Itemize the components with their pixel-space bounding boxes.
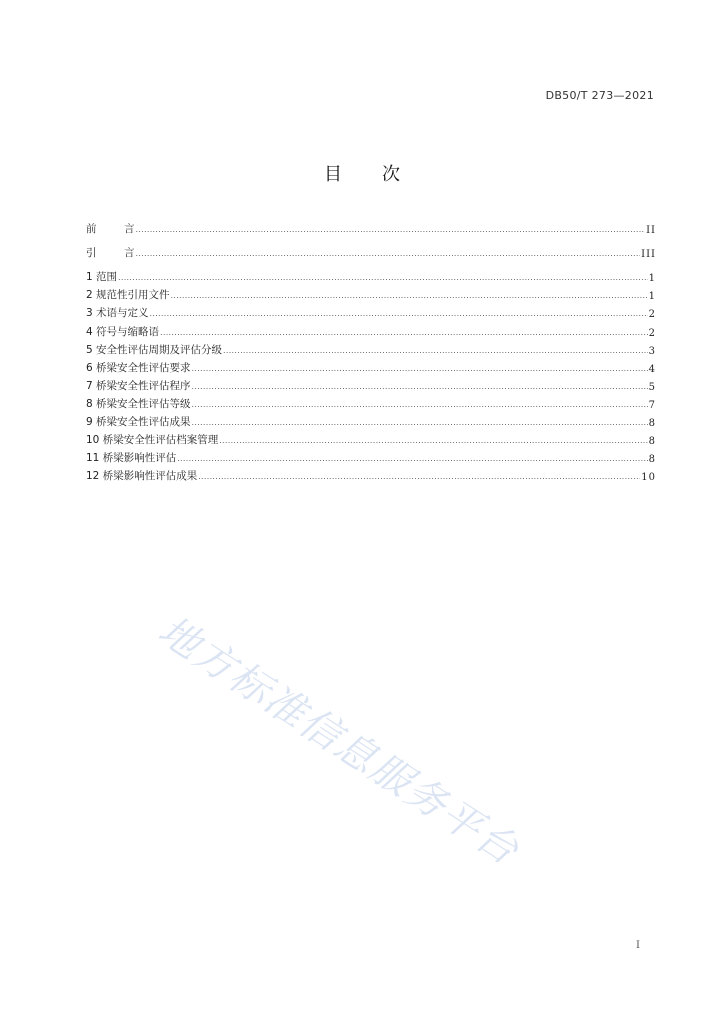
toc-page-number: 8 (648, 418, 656, 430)
watermark: 地方标准信息服务平台 (150, 607, 528, 875)
title-char-1: 目 (324, 164, 342, 185)
toc-label-char: 前 (86, 223, 97, 236)
toc-entry[interactable] (86, 266, 656, 284)
toc-entry[interactable] (86, 320, 656, 338)
toc-label-char: 言 (124, 247, 135, 260)
toc-entry-introduction[interactable] (86, 242, 656, 260)
toc-entry[interactable] (86, 375, 656, 393)
toc-label-char: 引 (86, 247, 97, 260)
toc-label: 11 桥梁影响性评估 (86, 452, 177, 465)
document-code: DB50/T 273—2021 (545, 89, 654, 102)
toc-entry[interactable] (86, 393, 656, 411)
table-of-contents (86, 218, 656, 483)
toc-label: 1 范围 (86, 271, 118, 284)
page-title (0, 160, 724, 186)
toc-entry-foreword[interactable] (86, 218, 656, 236)
toc-label: 6 桥梁安全性评估要求 (86, 361, 191, 374)
toc-page-number: 5 (648, 381, 656, 393)
toc-page-number: 7 (648, 399, 656, 411)
toc-entry[interactable] (86, 411, 656, 429)
toc-leader-dots (192, 382, 648, 391)
toc-leader-dots (192, 364, 648, 373)
toc-leader-dots (223, 346, 648, 355)
toc-page-number: II (646, 225, 656, 237)
toc-entry[interactable] (86, 357, 656, 375)
toc-leader-dots (118, 273, 648, 282)
toc-leader-dots (192, 400, 648, 409)
title-char-2: 次 (382, 164, 400, 185)
toc-label: 8 桥梁安全性评估等级 (86, 397, 191, 410)
toc-leader-dots (177, 454, 647, 463)
toc-leader-dots (219, 436, 647, 445)
toc-entry[interactable] (86, 302, 656, 320)
toc-leader-dots (171, 291, 648, 300)
toc-label: 9 桥梁安全性评估成果 (86, 416, 191, 429)
toc-label: 12 桥梁影响性评估成果 (86, 470, 198, 483)
toc-leader-dots (160, 328, 648, 337)
toc-leader-dots (136, 249, 641, 258)
toc-entry[interactable] (86, 339, 656, 357)
toc-page-number: 8 (648, 454, 656, 466)
toc-entry[interactable] (86, 429, 656, 447)
toc-leader-dots (136, 225, 646, 234)
toc-label: 4 符号与缩略语 (86, 325, 160, 338)
toc-leader-dots (192, 418, 648, 427)
toc-page-number: 4 (648, 363, 656, 375)
toc-label: 2 规范性引用文件 (86, 289, 170, 302)
toc-label: 3 术语与定义 (86, 307, 149, 320)
toc-page-number: 3 (648, 345, 656, 357)
toc-label: 10 桥梁安全性评估档案管理 (86, 434, 219, 447)
toc-leader-dots (150, 309, 648, 318)
toc-label: 5 安全性评估周期及评估分级 (86, 343, 223, 356)
toc-page-number: 2 (648, 327, 656, 339)
toc-page-number: 2 (648, 309, 656, 321)
toc-label: 7 桥梁安全性评估程序 (86, 379, 191, 392)
page-number: I (636, 940, 640, 951)
toc-page-number: 1 (648, 291, 656, 303)
toc-page-number: 8 (648, 436, 656, 448)
toc-page-number: 10 (641, 472, 656, 484)
toc-entry[interactable] (86, 284, 656, 302)
toc-entry[interactable] (86, 447, 656, 465)
toc-page-number: 1 (648, 273, 656, 285)
toc-label-char: 言 (124, 223, 135, 236)
toc-leader-dots (198, 472, 640, 481)
toc-page-number: III (641, 249, 656, 261)
toc-entry[interactable] (86, 465, 656, 483)
